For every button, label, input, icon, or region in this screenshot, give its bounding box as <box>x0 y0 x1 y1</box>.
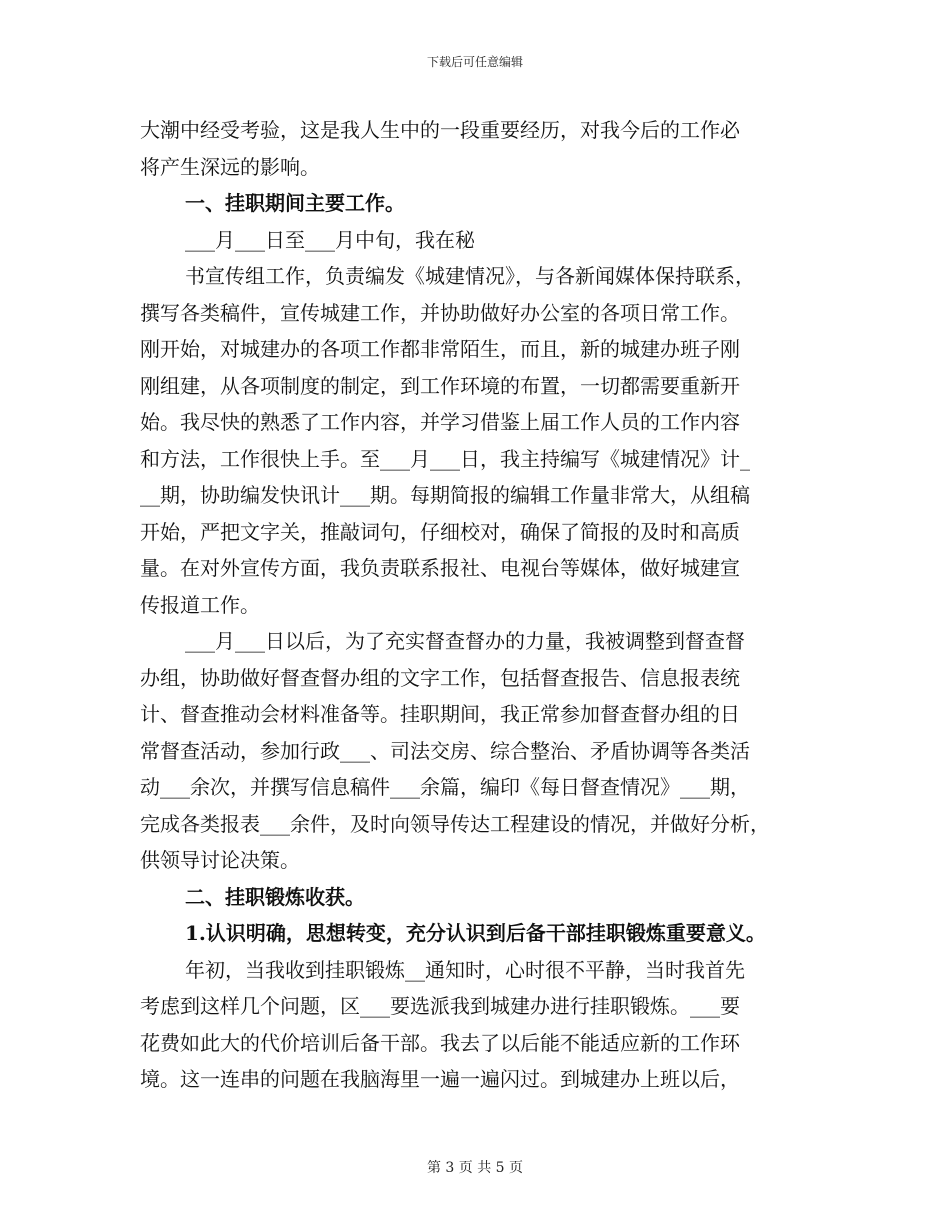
paragraph-line: 计、督查推动会材料准备等。挂职期间，我正常参加督查督办组的日 <box>140 702 740 726</box>
paragraph-line: 完成各类报表___余件，及时向领导传达工程建设的情况，并做好分析， <box>140 811 770 836</box>
paragraph-line: ___月___日至___月中旬，我在秘 <box>185 227 475 252</box>
paragraph-line: 境。这一连串的问题在我脑海里一遍一遍闪过。到城建办上班以后， <box>140 1067 740 1091</box>
paragraph-line: 撰写各类稿件，宣传城建工作，并协助做好办公室的各项日常工作。 <box>140 300 740 325</box>
section-heading-line: 二、挂职锻炼收获。 <box>185 884 365 909</box>
paragraph-line: 年初，当我收到挂职锻炼__通知时，心时很不平静，当时我首先 <box>185 957 745 982</box>
paragraph-line: 和方法，工作很快上手。至___月___日，我主持编写《城建情况》计_ <box>140 446 750 471</box>
paragraph-line: 常督查活动，参加行政___、司法交房、综合整治、矛盾协调等各类活 <box>140 738 750 763</box>
paragraph-line: 考虑到这样几个问题，区___要选派我到城建办进行挂职锻炼。___要 <box>140 994 740 1018</box>
paragraph-line: 大潮中经受考验，这是我人生中的一段重要经历，对我今后的工作必 <box>140 118 740 142</box>
paragraph-line: 办组，协助做好督查督办组的文字工作，包括督查报告、信息报表统 <box>140 665 740 690</box>
paragraph-line: 传报道工作。 <box>140 592 260 617</box>
page-footer: 第 3 页 共 5 页 <box>426 1160 524 1176</box>
paragraph-line: 花费如此大的代价培训后备干部。我去了以后能不能适应新的工作环 <box>140 1030 740 1055</box>
paragraph-line: 刚开始，对城建办的各项工作都非常陌生，而且，新的城建办班子刚 <box>140 337 740 361</box>
paragraph-line: 将产生深远的影响。 <box>140 154 320 179</box>
paragraph-line: 供领导讨论决策。 <box>140 848 300 872</box>
paragraph-line: 动___余次，并撰写信息稿件___余篇，编印《每日督查情况》___期， <box>140 775 750 799</box>
paragraph-line: 刚组建，从各项制度的制定，到工作环境的布置，一切都需要重新开 <box>140 373 740 398</box>
paragraph-line: 量。在对外宣传方面，我负责联系报社、电视台等媒体，做好城建宣 <box>140 556 740 580</box>
page-header: 下载后可任意编辑 <box>426 55 523 69</box>
paragraph-line: 始。我尽快的熟悉了工作内容，并学习借鉴上届工作人员的工作内容 <box>140 410 740 434</box>
paragraph-line: ___月___日以后，为了充实督查督办的力量，我被调整到督查督 <box>185 629 745 653</box>
paragraph-line: 开始，严把文字关，推敲词句，仔细校对，确保了简报的及时和高质 <box>140 519 740 544</box>
document-body <box>140 112 820 1098</box>
section-heading-line: 1.认识明确，思想转变，充分认识到后备干部挂职锻炼重要意义。 <box>185 921 766 945</box>
section-heading-line: 一、挂职期间主要工作。 <box>185 191 405 215</box>
paragraph-line: __期，协助编发快讯计___期。每期简报的编辑工作量非常大，从组稿 <box>140 483 750 507</box>
paragraph-line: 书宣传组工作，负责编发《城建情况》，与各新闻媒体保持联系， <box>185 264 755 288</box>
